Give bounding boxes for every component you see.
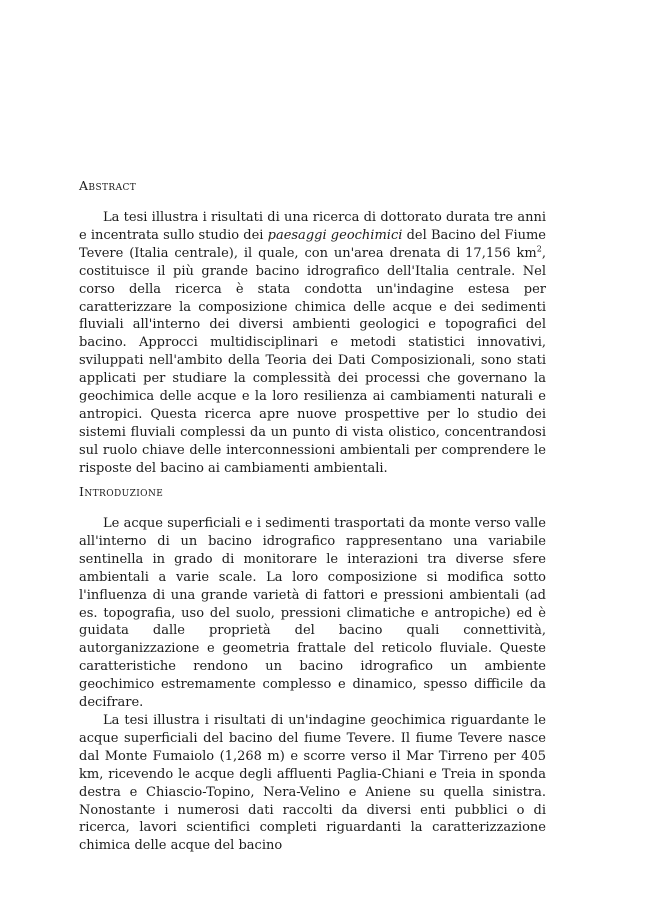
abstract-text-part-3: , costituisce il più grande bacino idrografico dell'Italia centrale. Nel corso della ricerca è stata condotta un'indagine estesa per caratterizzare la composizione chimica delle acque e dei sedimenti fluviali all'interno dei diversi ambienti geologici e topografici del bacino. Approcci multidisciplinari e metodi statistici innovativi, sviluppati nell'ambito della Teoria dei Dati Composizionali, sono stati applicati per studiare la complessità dei processi che governano la geochimica delle acque e la loro resilienza ai cambiamenti naturali e antropici. Questa ricerca apre nuove prospettive per lo studio dei sistemi fluviali complessi da un punto di vista olistico, concentrandosi sul ruolo chiave delle interconnessioni ambientali per comprendere le risposte del bacino ai cambiamenti ambientali. — [79, 245, 546, 476]
abstract-text-part-2: del Bacino del Fiume Tevere (Italia centrale), il quale, con un'area drenata di 17,156 km — [79, 227, 547, 261]
abstract-paragraph — [79, 209, 546, 478]
abstract-text-part-1: La tesi illustra i risultati di una ricerca di dottorato durata tre anni e incentrata sullo studio dei — [79, 210, 546, 243]
abstract-superscript: 2 — [536, 244, 542, 254]
introduction-paragraph-1: Le acque superficiali e i sedimenti trasportati da monte verso valle all'interno di un bacino idrografico rappresentano una variabile sentinella in grado di monitorare le interazioni tra diverse sfere ambientali a varie scale. La loro composizione si modifica sotto l'influenza di una grande varietà di fattori e pressioni ambientali (ad es. topografia, uso del suolo, pressioni climatiche e antropiche) ed è guidata dalle proprietà del bacino quali connettività, autorganizzazione e geometria frattale del reticolo fluviale. Queste caratteristiche rendono un bacino idrografico un ambiente geochimico estremamente complesso e dinamico, spesso difficile da decifrare. — [79, 516, 546, 711]
introduction-body — [79, 515, 546, 855]
introduction-paragraph-2: La tesi illustra i risultati di un'indagine geochimica riguardante le acque superficiali del bacino del fiume Tevere. Il fiume Tevere nasce dal Monte Fumaiolo (1,268 m) e scorre verso il Mar Tirreno per 405 km, ricevendo le acque degli affluenti Paglia-Chiani e Treia in sponda destra e Chiascio-Topino, Nera-Velino e Aniene su quella sinistra. Nonostante i numerosi dati raccolti da diversi enti pubblici o di ricerca, lavori scientifici completi riguardanti la caratterizzazione chimica delle acque del bacino — [79, 712, 546, 854]
introduction-heading: Introduzione — [79, 484, 164, 499]
abstract-heading: Abstract — [79, 178, 137, 193]
abstract-body — [79, 209, 546, 478]
abstract-emphasis: paesaggi geochimici — [267, 227, 403, 243]
